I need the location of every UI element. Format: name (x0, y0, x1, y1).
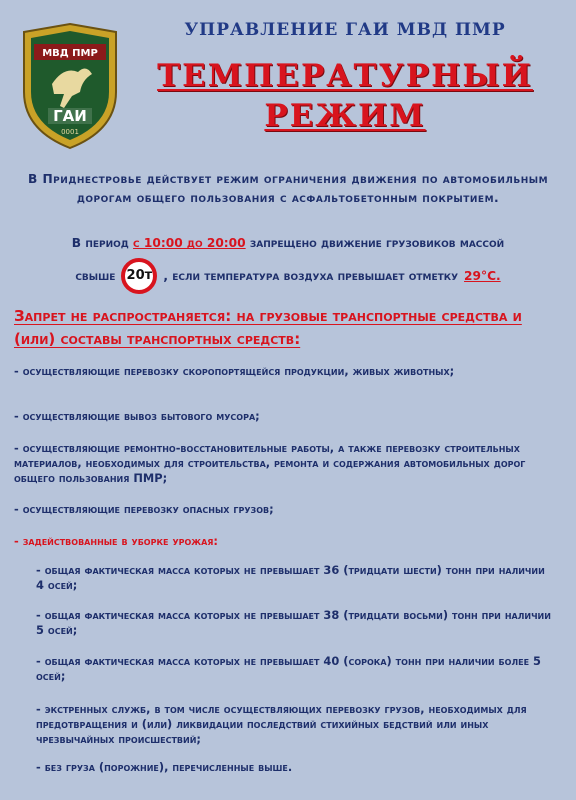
ban-heading: Запрет не распространяется: на грузовые транспортные средства и (или) составы транспортных средств: (14, 307, 522, 348)
header (0, 0, 576, 150)
list-item: - общая фактическая масса которых не превышает 38 (тридцати восьми) тонн при наличии 5 осей; (36, 608, 551, 637)
title-line-2: РЕЖИМ (264, 98, 426, 134)
badge-bottom-text: ГАИ (53, 107, 87, 125)
temperature-threshold: 29°С. (464, 269, 501, 283)
intro-text: В Приднестровье действует режим ограничения движения по автомобильным дорогам общего пользования с асфальтобетонным покрытием. (27, 172, 549, 205)
gai-badge-logo (20, 22, 120, 150)
badge-top-text: МВД ПМР (42, 48, 98, 59)
list-item: - осуществляющие перевозку скоропортящейся продукции, живых животных; (14, 364, 455, 378)
period-over: свыше (75, 269, 116, 283)
list-item: - экстренных служб, в том числе осуществляющих перевозку грузов, необходимых для предотвращения и (или) ликвидации последствий стихийных бедствий или иных чрезвычайных происшествий; (36, 702, 527, 746)
weight-limit-sign-icon: 20т (121, 258, 157, 294)
list-item: - осуществляющие вывоз бытового мусора; (14, 409, 260, 423)
list-item: - осуществляющие перевозку опасных грузов; (14, 502, 274, 516)
period-block (10, 232, 566, 294)
period-middle: запрещено движение грузовиков массой (249, 236, 505, 250)
period-time: с 10:00 до 20:00 (133, 236, 246, 250)
badge-number: 0001 (61, 128, 79, 136)
period-condition: , если температура воздуха превышает отметку (163, 269, 459, 283)
title-line-1: ТЕМПЕРАТУРНЫЙ (157, 58, 533, 94)
harvest-heading: - задействованные в уборке урожая: (14, 534, 218, 548)
list-item: - без груза (порожние), перечисленные выше. (36, 760, 293, 774)
org-name: УПРАВЛЕНИЕ ГАИ МВД ПМР (184, 20, 506, 40)
list-item: - общая фактическая масса которых не превышает 40 (сорока) тонн при наличии более 5 осей; (36, 654, 541, 683)
period-prefix: В период (71, 236, 129, 250)
list-item: - общая фактическая масса которых не превышает 36 (тридцати шести) тонн при наличии 4 осей; (36, 563, 545, 592)
list-item: - осуществляющие ремонтно-восстановительные работы, а также перевозку строительных материалов, необходимых для строительства, ремонта и содержания автомобильных дорог общего пользования ПМР; (14, 441, 526, 485)
